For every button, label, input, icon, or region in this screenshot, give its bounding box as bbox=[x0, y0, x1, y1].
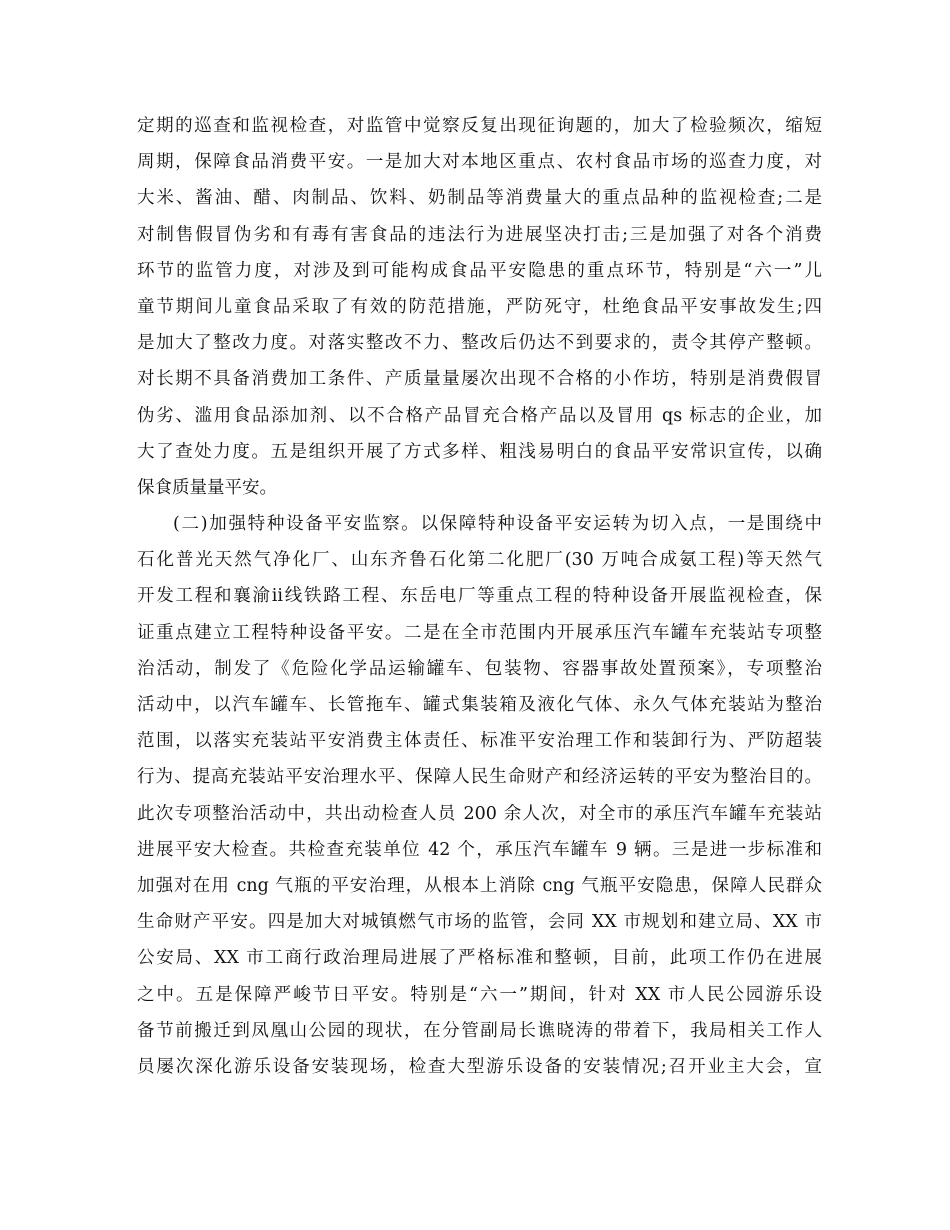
text-line: 定期的巡查和监视检查，对监管中觉察反复出现征询题的，加大了检验频次，缩短 bbox=[137, 116, 822, 136]
text-line: 加强对在用 cng 气瓶的平安治理，从根本上消除 cng 气瓶平安隐患，保障人民群众 bbox=[137, 875, 822, 896]
text-line: 范围，以落实充装站平安消费主体责任、标准平安治理工作和装卸行为、严防超装 bbox=[137, 731, 822, 752]
text-line: 备节前搬迁到凤凰山公园的现状，在分管副局长谯晓涛的带着下，我局相关工作人 bbox=[137, 1020, 822, 1041]
text-line: 环节的监管力度，对涉及到可能构成食品平安隐患的重点环节，特别是“六一”儿 bbox=[137, 260, 822, 281]
text-line: 伪劣、滥用食品添加剂、以不合格产品冒充合格产品以及冒用 qs 标志的企业，加 bbox=[137, 405, 822, 426]
text-line: 此次专项整治活动中，共出动检查人员 200 余人次，对全市的承压汽车罐车充装站 bbox=[137, 803, 822, 824]
text-line: 开发工程和襄渝ii线铁路工程、东岳电厂等重点工程的特种设备开展监视检查，保 bbox=[137, 586, 822, 607]
document-body bbox=[137, 108, 822, 1085]
text-line: 生命财产平安。四是加大对城镇燃气市场的监管，会同 XX 市规划和建立局、XX 市 bbox=[137, 912, 822, 933]
text-line: 对制售假冒伪劣和有毒有害食品的违法行为进展坚决打击;三是加强了对各个消费 bbox=[137, 224, 822, 245]
text-line: 童节期间儿童食品采取了有效的防范措施，严防死守，杜绝食品平安事故发生;四 bbox=[137, 296, 822, 317]
paragraph-special-equipment bbox=[137, 506, 822, 1085]
text-line: 治活动，制发了《危险化学品运输罐车、包装物、容器事故处置预案》，专项整治 bbox=[137, 658, 822, 679]
text-line: 员屡次深化游乐设备安装现场，检查大型游乐设备的安装情况;召开业主大会，宣 bbox=[137, 1056, 822, 1077]
text-line: 进展平安大检查。共检查充装单位 42 个，承压汽车罐车 9 辆。三是进一步标准和 bbox=[137, 839, 822, 860]
paragraph-food-safety bbox=[137, 108, 822, 506]
text-line: 公安局、XX 市工商行政治理局进展了严格标准和整顿，目前，此项工作仍在进展 bbox=[137, 948, 822, 969]
text-line: 证重点建立工程特种设备平安。二是在全市范围内开展承压汽车罐车充装站专项整 bbox=[137, 622, 822, 643]
text-line: 大了查处力度。五是组织开展了方式多样、粗浅易明白的食品平安常识宣传，以确 bbox=[137, 441, 822, 462]
text-line: 大米、酱油、醋、肉制品、饮料、奶制品等消费量大的重点品种的监视检查;二是 bbox=[137, 188, 822, 209]
text-line: 活动中，以汽车罐车、长管拖车、罐式集装箱及液化气体、永久气体充装站为整治 bbox=[137, 695, 822, 715]
text-line: 之中。五是保障严峻节日平安。特别是“六一”期间，针对 XX 市人民公园游乐设 bbox=[137, 984, 822, 1005]
text-line: (二)加强特种设备平安监察。以保障特种设备平安运转为切入点，一是围绕中 bbox=[173, 514, 822, 535]
text-line: 行为、提高充装站平安治理水平、保障人民生命财产和经济运转的平安为整治目的。 bbox=[137, 767, 822, 788]
text-line: 周期，保障食品消费平安。一是加大对本地区重点、农村食品市场的巡查力度，对 bbox=[137, 152, 822, 173]
text-line: 石化普光天然气净化厂、山东齐鲁石化第二化肥厂(30 万吨合成氨工程)等天然气 bbox=[137, 550, 822, 571]
text-line: 对长期不具备消费加工条件、产质量量屡次出现不合格的小作坊，特别是消费假冒 bbox=[137, 369, 822, 390]
text-line: 保食质量量平安。 bbox=[137, 477, 277, 498]
text-line: 是加大了整改力度。对落实整改不力、整改后仍达不到要求的，责令其停产整顿。 bbox=[137, 333, 822, 354]
